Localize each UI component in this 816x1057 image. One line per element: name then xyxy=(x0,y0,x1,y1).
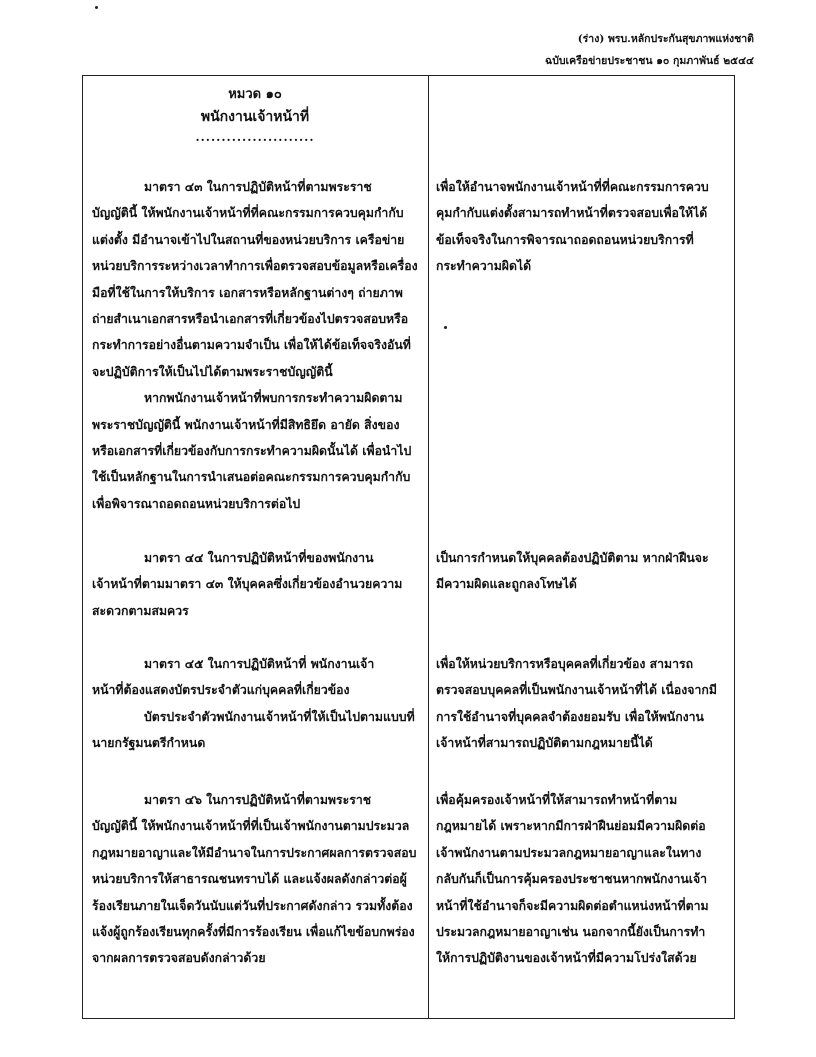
text-line: กฎหมายอาญาและให้มีอำนาจในการประกาศผลการตรวจสอบ xyxy=(92,844,417,860)
text-line: กระทำการอย่างอื่นตามความจำเป็น เพื่อให้ได้ข้อเท็จจริงอันที่ xyxy=(92,337,411,353)
text-line: เจ้าหน้าที่ตามมาตรา ๔๓ ให้บุคคลซึ่งเกี่ยวข้องอำนวยความ xyxy=(92,576,403,592)
text-line: มาตรา ๔๔ ในการปฏิบัติหน้าที่ของพนักงาน xyxy=(144,550,374,565)
scan-speck xyxy=(95,6,98,9)
text-line: หากพนักงานเจ้าหน้าที่พบการกระทำความผิดตาม xyxy=(144,390,403,406)
text-line: กระทำความผิดได้ xyxy=(436,258,532,274)
section-45-text xyxy=(92,651,422,757)
section-45-rationale xyxy=(436,651,728,757)
chapter-number: หมวด ๑๐ xyxy=(228,87,282,102)
text-line: กฎหมายได้ เพราะหากมีการฝ่าฝืนย่อมมีความผิดต่อ xyxy=(436,818,706,834)
text-line: ถ่ายสำเนาเอกสารหรือนำเอกสารที่เกี่ยวข้องไปตรวจสอบหรือ xyxy=(92,311,409,327)
draft-version-date: ฉบับเครือข่ายประชาชน ๑๐ กุมภาพันธ์ ๒๕๔๔ xyxy=(545,55,754,67)
text-line: เจ้าพนักงานตามประมวลกฎหมายอาญาและในทาง xyxy=(436,844,702,860)
text-line: มาตรา ๔๕ ในการปฏิบัติหน้าที่ พนักงานเจ้า xyxy=(144,656,375,671)
chapter-separator: ....................... xyxy=(195,130,315,144)
text-line: เพื่อคุ้มครองเจ้าหน้าที่ให้สามารถทำหน้าที่ตาม xyxy=(436,792,678,807)
text-line: สะดวกตามสมควร xyxy=(92,602,189,618)
text-line: พระราชบัญญัตินี้ พนักงานเจ้าหน้าที่มีสิทธิยึด อายัด สิ่งของ xyxy=(92,416,400,432)
text-line: มือที่ใช้ในการให้บริการ เอกสารหรือหลักฐานต่างๆ ถ่ายภาพ xyxy=(92,284,403,300)
text-line: มาตรา ๔๖ ในการปฏิบัติหน้าที่ตามพระราช xyxy=(144,792,372,807)
scan-speck xyxy=(444,326,447,329)
text-line: เพื่อให้อำนาจพนักงานเจ้าหน้าที่ที่คณะกรรมการควบ xyxy=(436,179,709,194)
section-44-rationale xyxy=(436,545,728,598)
text-line: เจ้าหน้าที่สามารถปฏิบัติตามกฎหมายนี้ได้ xyxy=(436,735,653,751)
chapter-name: พนักงานเจ้าหน้าที่ xyxy=(200,109,310,125)
section-43-text xyxy=(92,174,422,517)
section-43-rationale xyxy=(436,174,728,280)
column-divider xyxy=(428,75,429,1019)
text-line: มาตรา ๔๓ ในการปฏิบัติหน้าที่ตามพระราช xyxy=(144,179,372,194)
text-line: เพื่อพิจารณาถอดถอนหน่วยบริการต่อไป xyxy=(92,495,301,511)
text-line: บัญญัตินี้ ให้พนักงานเจ้าหน้าที่ที่คณะกรรมการควบคุมกำกับ xyxy=(92,205,404,221)
text-line: ให้การปฏิบัติงานของเจ้าหน้าที่มีความโปร่งใสด้วย xyxy=(436,950,697,966)
text-line: หน้าที่ใช้อำนาจก็จะมีความผิดต่อตำแหน่งหน้าที่ตาม xyxy=(436,897,709,913)
text-line: มีความผิดและถูกลงโทษได้ xyxy=(436,576,577,592)
section-44-text xyxy=(92,545,422,624)
text-line: หน้าที่ต้องแสดงบัตรประจำตัวแก่บุคคลที่เกี่ยวข้อง xyxy=(92,682,350,698)
text-line: ตรวจสอบบุคคลที่เป็นพนักงานเจ้าหน้าที่ได้ เนื่องจากมี xyxy=(436,682,717,698)
text-line: แจ้งผู้ถูกร้องเรียนทุกครั้งที่มีการร้องเรียน เพื่อแก้ไขข้อบกพร่อง xyxy=(92,924,415,940)
text-line: จะปฏิบัติการให้เป็นไปได้ตามพระราชบัญญัตินี้ xyxy=(92,363,333,379)
text-line: ข้อเท็จจริงในการพิจารณาถอดถอนหน่วยบริการที่ xyxy=(436,231,694,247)
text-line: คุมกำกับแต่งตั้งสามารถทำหน้าที่ตรวจสอบเพื่อให้ได้ xyxy=(436,205,708,221)
text-line: เป็นการกำหนดให้บุคคลต้องปฏิบัติตาม หากฝ่าฝืนจะ xyxy=(436,550,709,565)
text-line: กลับกันก็เป็นการคุ้มครองประชาชนหากพนักงานเจ้า xyxy=(436,871,708,887)
text-line: หรือเอกสารที่เกี่ยวข้องกับการกระทำความผิดนั้นได้ เพื่อนำไป xyxy=(92,443,412,459)
section-46-rationale xyxy=(436,787,728,972)
text-line: จากผลการตรวจสอบดังกล่าวด้วย xyxy=(92,950,266,966)
text-line: บัญญัตินี้ ให้พนักงานเจ้าหน้าที่ที่เป็นเจ้าพนักงานตามประมวล xyxy=(92,818,410,834)
text-line: ร้องเรียนภายในเจ็ดวันนับแต่วันที่ประกาศดังกล่าว รวมทั้งต้อง xyxy=(92,897,413,913)
section-46-text xyxy=(92,787,422,972)
text-line: การใช้อำนาจที่บุคคลจำต้องยอมรับ เพื่อให้พนักงาน xyxy=(436,708,704,724)
text-line: ประมวลกฎหมายอาญาเช่น นอกจากนี้ยังเป็นการทำ xyxy=(436,924,706,940)
text-line: หน่วยบริการให้สาธารณชนทราบได้ และแจ้งผลดังกล่าวต่อผู้ xyxy=(92,871,407,887)
draft-title: (ร่าง) พรบ.หลักประกันสุขภาพแห่งชาติ xyxy=(577,33,754,45)
text-line: แต่งตั้ง มีอำนาจเข้าไปในสถานที่ของหน่วยบริการ เครือข่าย xyxy=(92,231,405,247)
text-line: นายกรัฐมนตรีกำหนด xyxy=(92,735,206,751)
text-line: ใช้เป็นหลักฐานในการนำเสนอต่อคณะกรรมการควบคุมกำกับ xyxy=(92,469,411,485)
text-line: เพื่อให้หน่วยบริการหรือบุคคลที่เกี่ยวข้อง สามารถ xyxy=(436,656,694,671)
text-line: บัตรประจำตัวพนักงานเจ้าหน้าที่ให้เป็นไปตามแบบที่ xyxy=(144,708,415,724)
text-line: หน่วยบริการระหว่างเวลาทำการเพื่อตรวจสอบข้อมูลหรือเครื่อง xyxy=(92,258,418,274)
